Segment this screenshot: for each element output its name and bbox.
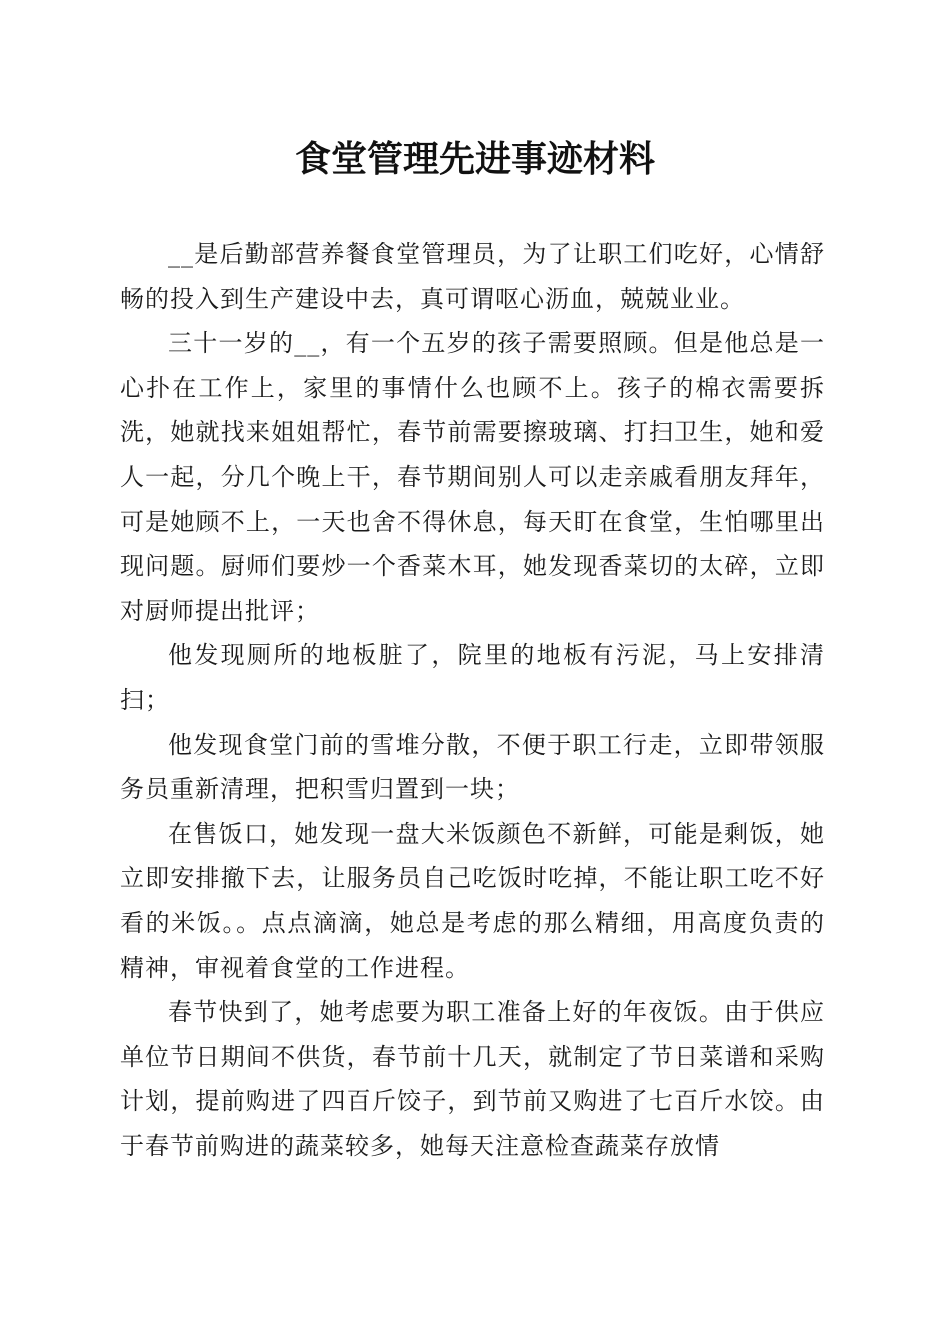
paragraph: 三十一岁的__，有一个五岁的孩子需要照顾。但是他总是一心扑在工作上，家里的事情什么也顾不上。孩子的棉衣需要拆洗，她就找来姐姐帮忙，春节前需要擦玻璃、打扫卫生，她和爱人一起，分几个晚上干，春节期间别人可以走亲戚看朋友拜年，可是她顾不上，一天也舍不得休息，每天盯在食堂，生怕哪里出现问题。厨师们要炒一个香菜木耳，她发现香菜切的太碎，立即对厨师提出批评； [120,329,825,625]
paragraph: __是后勤部营养餐食堂管理员，为了让职工们吃好，心情舒畅的投入到生产建设中去，真可谓呕心沥血，兢兢业业。 [120,240,825,313]
paragraph: 在售饭口，她发现一盘大米饭颜色不新鲜，可能是剩饭，她立即安排撤下去，让服务员自己吃饭时吃掉，不能让职工吃不好看的米饭。。点点滴滴，她总是考虑的那么精细，用高度负责的精神，审视着食堂的工作进程。 [120,819,825,982]
paragraph: 他发现厕所的地板脏了，院里的地板有污泥，马上安排清扫； [120,641,825,714]
document-title: 食堂管理先进事迹材料 [294,138,655,180]
paragraph: 他发现食堂门前的雪堆分散，不便于职工行走，立即带领服务员重新清理，把积雪归置到一块； [120,730,825,804]
document-body [120,232,825,1168]
paragraph: 春节快到了，她考虑要为职工准备上好的年夜饭。由于供应单位节日期间不供货，春节前十几天，就制定了节日菜谱和采购计划，提前购进了四百斤饺子，到节前又购进了七百斤水饺。由于春节前购进的蔬菜较多，她每天注意检查蔬菜存放情 [120,998,825,1160]
